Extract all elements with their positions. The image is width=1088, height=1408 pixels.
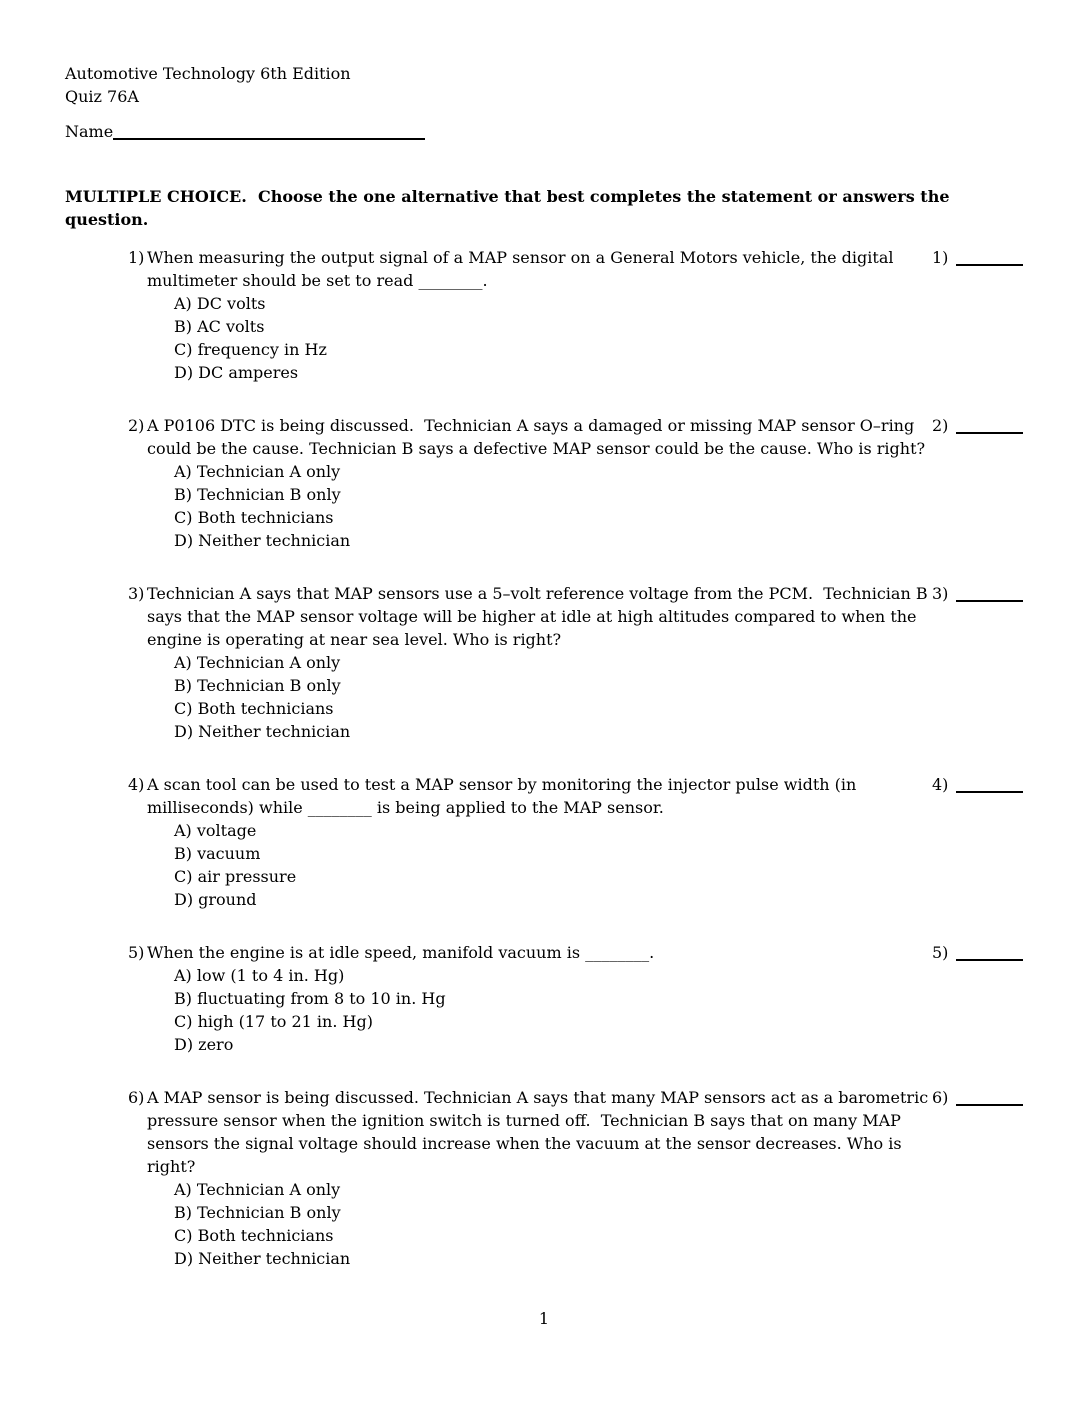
question-text: A P0106 DTC is being discussed. Technician A says a damaged or missing MAP sensor O–ring: [147, 416, 915, 435]
answer-slot: [932, 582, 1023, 605]
name-row: [65, 120, 1025, 143]
question-body: [65, 1086, 1025, 1270]
answer-blank-line: [956, 432, 1023, 434]
answer-number: 2): [932, 416, 949, 435]
question-text: When the engine is at idle speed, manifold vacuum is ________.: [147, 943, 655, 962]
answer-slot: [932, 773, 1023, 796]
name-underline: [113, 138, 425, 140]
document-title: Automotive Technology 6th Edition: [65, 64, 351, 83]
question-2: [65, 414, 1025, 552]
question-number: 1): [128, 248, 145, 267]
question-text-line: could be the cause. Technician B says a defective MAP sensor could be the cause. Who is right?: [147, 439, 926, 458]
name-label: Name: [65, 122, 114, 141]
question-text-line: [128, 582, 1025, 605]
choice-c: C) Both technicians: [174, 699, 334, 718]
choice-d: D) Neither technician: [174, 531, 351, 550]
choice-c: C) high (17 to 21 in. Hg): [174, 1012, 373, 1031]
choice-b: B) Technician B only: [174, 676, 341, 695]
question-body: [65, 773, 1025, 911]
answer-slot: [932, 246, 1023, 269]
question-3: [65, 582, 1025, 743]
question-number: 3): [128, 584, 145, 603]
question-body: [65, 941, 1025, 1056]
question-4: [65, 773, 1025, 911]
choice-c: C) Both technicians: [174, 1226, 334, 1245]
quiz-label: Quiz 76A: [65, 87, 139, 106]
question-6: [65, 1086, 1025, 1270]
choice-b: B) Technician B only: [174, 1203, 341, 1222]
choice-d: D) ground: [174, 890, 257, 909]
question-body: [65, 582, 1025, 743]
question-text-line: engine is operating at near sea level. Who is right?: [147, 630, 562, 649]
choice-a: A) Technician A only: [174, 462, 341, 481]
answer-blank-line: [956, 600, 1023, 602]
question-text-line: sensors the signal voltage should increase when the vacuum at the sensor decreases. Who is: [147, 1134, 902, 1153]
question-text: When measuring the output signal of a MAP sensor on a General Motors vehicle, the digital: [147, 248, 894, 267]
question-text-line: [128, 414, 1025, 437]
choice-b: B) AC volts: [174, 317, 265, 336]
answer-number: 5): [932, 943, 949, 962]
choice-a: A) voltage: [174, 821, 257, 840]
question-body: [65, 246, 1025, 384]
choice-d: D) Neither technician: [174, 722, 351, 741]
answer-slot: [932, 1086, 1023, 1109]
question-text-line: [128, 1086, 1025, 1109]
question-text-line: [128, 246, 1025, 269]
question-number: 6): [128, 1088, 145, 1107]
answer-blank-line: [956, 791, 1023, 793]
choice-d: D) DC amperes: [174, 363, 299, 382]
question-number: 4): [128, 775, 145, 794]
choice-c: C) air pressure: [174, 867, 297, 886]
answer-blank-line: [956, 959, 1023, 961]
choice-a: A) Technician A only: [174, 653, 341, 672]
question-text-line: [128, 941, 1025, 964]
choice-d: D) zero: [174, 1035, 234, 1054]
question-text-line: pressure sensor when the ignition switch is turned off. Technician B says that on many MAP: [147, 1111, 901, 1130]
choice-b: B) Technician B only: [174, 485, 341, 504]
question-5: [65, 941, 1025, 1056]
choice-a: A) Technician A only: [174, 1180, 341, 1199]
question-text-line: right?: [147, 1157, 196, 1176]
answer-blank-line: [956, 1104, 1023, 1106]
choice-c: C) Both technicians: [174, 508, 334, 527]
choice-b: B) vacuum: [174, 844, 261, 863]
question-text-line: [128, 773, 1025, 796]
choice-a: A) DC volts: [174, 294, 266, 313]
question-text-line: milliseconds) while ________ is being applied to the MAP sensor.: [147, 798, 664, 817]
question-1: [65, 246, 1025, 384]
question-text: A MAP sensor is being discussed. Technician A says that many MAP sensors act as a barometric: [147, 1088, 929, 1107]
page-number: 1: [538, 1309, 550, 1328]
answer-number: 1): [932, 248, 949, 267]
answer-number: 6): [932, 1088, 949, 1107]
question-body: [65, 414, 1025, 552]
answer-number: 3): [932, 584, 949, 603]
instructions-heading: MULTIPLE CHOICE. Choose the one alternative that best completes the statement or answers the question.: [65, 187, 956, 229]
question-number: 5): [128, 943, 145, 962]
answer-slot: [932, 414, 1023, 437]
question-text: A scan tool can be used to test a MAP sensor by monitoring the injector pulse width (in: [147, 775, 857, 794]
choice-a: A) low (1 to 4 in. Hg): [174, 966, 345, 985]
question-text: Technician A says that MAP sensors use a 5–volt reference voltage from the PCM. Technician B: [147, 584, 928, 603]
question-number: 2): [128, 416, 145, 435]
question-text-line: multimeter should be set to read ________.: [147, 271, 488, 290]
choice-d: D) Neither technician: [174, 1249, 351, 1268]
answer-blank-line: [956, 264, 1023, 266]
answer-slot: [932, 941, 1023, 964]
choice-b: B) fluctuating from 8 to 10 in. Hg: [174, 989, 446, 1008]
answer-number: 4): [932, 775, 949, 794]
question-text-line: says that the MAP sensor voltage will be higher at idle at high altitudes compared to when the: [147, 607, 917, 626]
choice-c: C) frequency in Hz: [174, 340, 327, 359]
